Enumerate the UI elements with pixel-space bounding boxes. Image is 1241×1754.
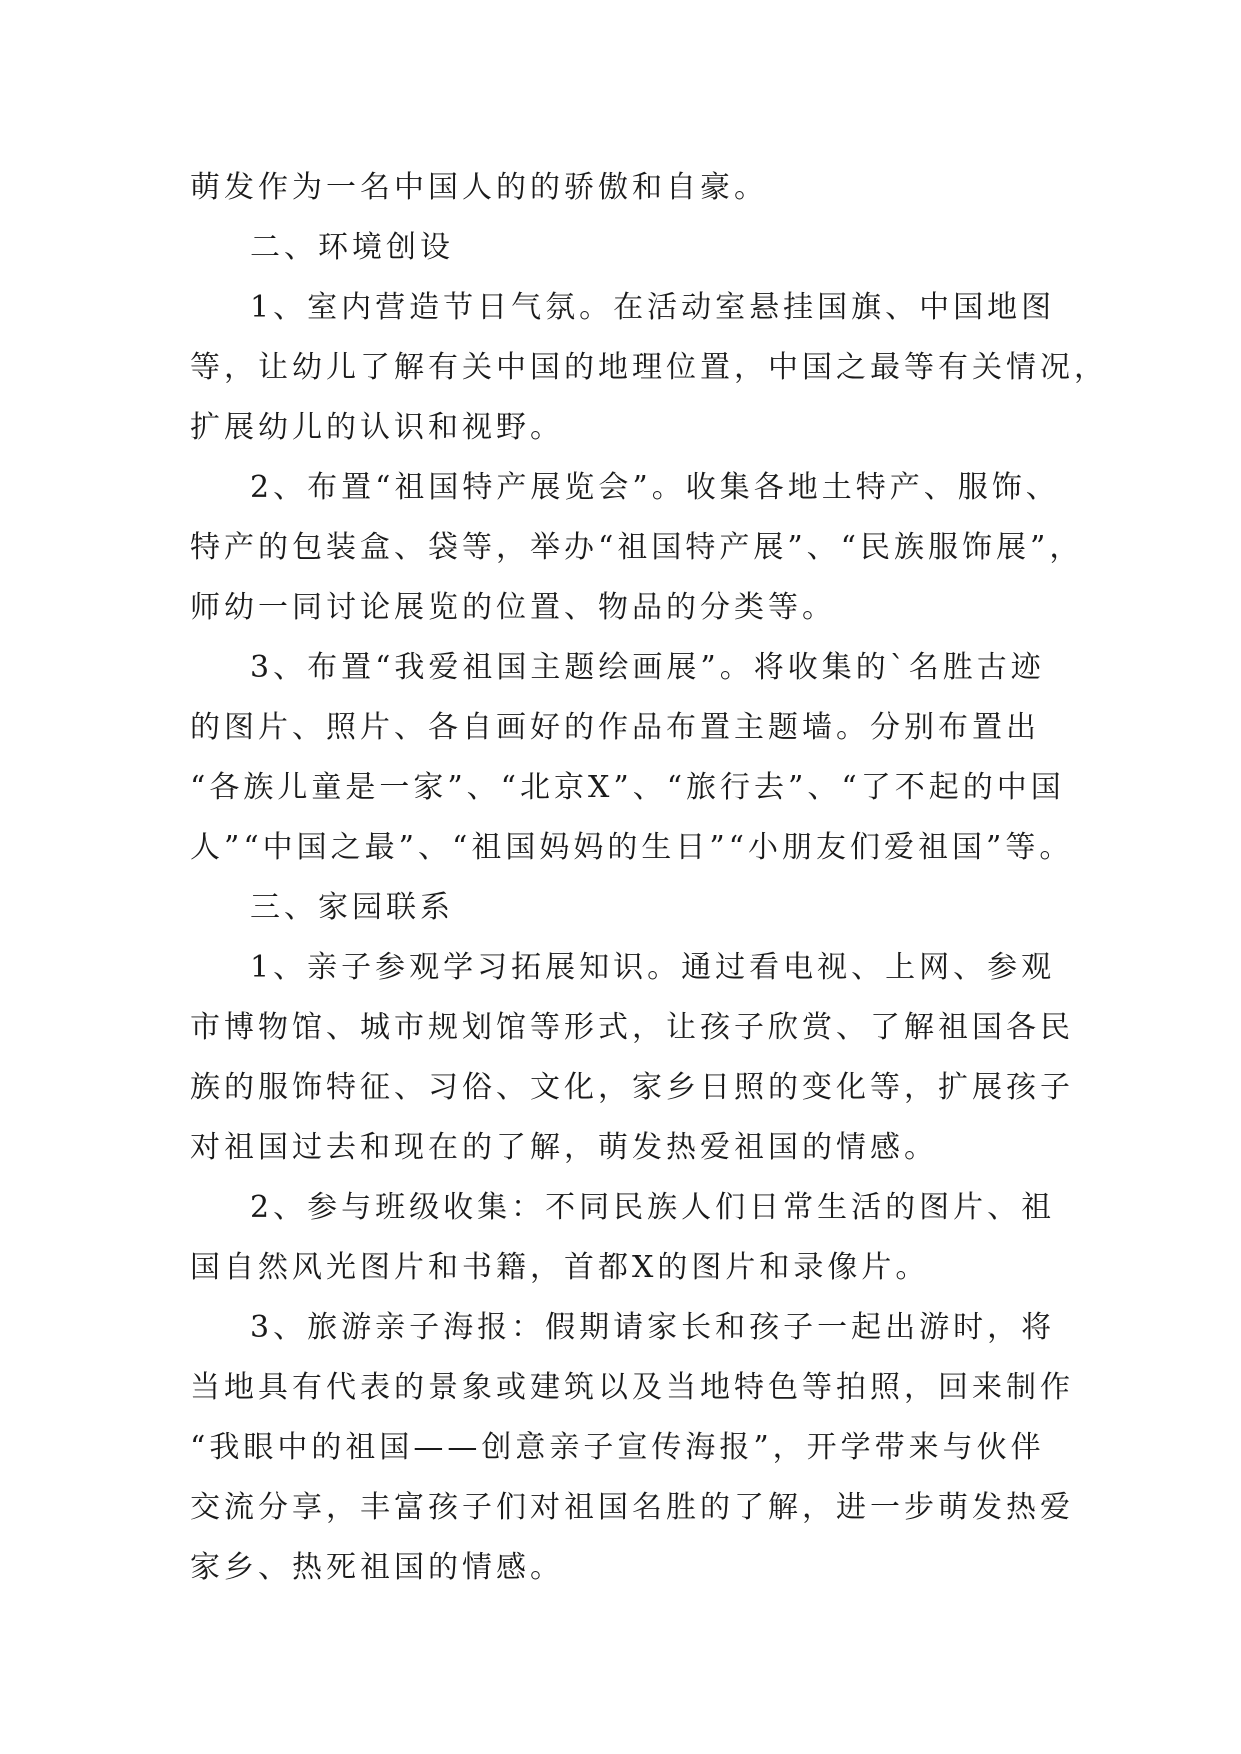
text-line: 2、参与班级收集：不同民族人们日常生活的图片、祖 (250, 1190, 1056, 1225)
text-line: 族的服饰特征、习俗、文化，家乡日照的变化等，扩展孩子 (190, 1070, 1074, 1105)
text-line: 家乡、热死祖国的情感。 (190, 1550, 564, 1585)
text-line: 交流分享，丰富孩子们对祖国名胜的了解，进一步萌发热爱 (190, 1490, 1074, 1525)
document-body (190, 158, 1108, 1598)
text-line: 师幼一同讨论展览的位置、物品的分类等。 (190, 590, 836, 625)
text-line: 3、旅游亲子海报：假期请家长和孩子一起出游时，将 (250, 1310, 1056, 1345)
text-line: 2、布置“祖国特产展览会”。收集各地土特产、服饰、 (250, 470, 1060, 505)
text-line: 人”“中国之最”、“祖国妈妈的生日”“小朋友们爱祖国”等。 (190, 830, 1074, 865)
text-line: 市博物馆、城市规划馆等形式，让孩子欣赏、了解祖国各民 (190, 1010, 1074, 1045)
text-line: 等，让幼儿了解有关中国的地理位置，中国之最等有关情况， (190, 350, 1108, 385)
text-line: 的图片、照片、各自画好的作品布置主题墙。分别布置出 (190, 710, 1040, 745)
text-line: 对祖国过去和现在的了解，萌发热爱祖国的情感。 (190, 1130, 938, 1165)
text-line: 三、家园联系 (250, 890, 454, 925)
text-line: 萌发作为一名中国人的的骄傲和自豪。 (190, 170, 768, 205)
text-line: 1、室内营造节日气氛。在活动室悬挂国旗、中国地图 (250, 290, 1056, 325)
text-line: 国自然风光图片和书籍，首都X的图片和录像片。 (190, 1250, 930, 1285)
text-line: 当地具有代表的景象或建筑以及当地特色等拍照，回来制作 (190, 1370, 1074, 1405)
text-line: 3、布置“我爱祖国主题绘画展”。将收集的`名胜古迹 (250, 650, 1045, 685)
text-line: 1、亲子参观学习拓展知识。通过看电视、上网、参观 (250, 950, 1056, 985)
text-line: “各族儿童是一家”、“北京X”、“旅行去”、“了不起的中国 (190, 770, 1065, 805)
text-line: 特产的包装盒、袋等，举办“祖国特产展”、“民族服饰展”， (190, 530, 1084, 565)
text-line: 扩展幼儿的认识和视野。 (190, 410, 564, 445)
text-line: 二、环境创设 (250, 230, 454, 265)
text-line: “我眼中的祖国——创意亲子宣传海报”，开学带来与伙伴 (190, 1430, 1045, 1465)
